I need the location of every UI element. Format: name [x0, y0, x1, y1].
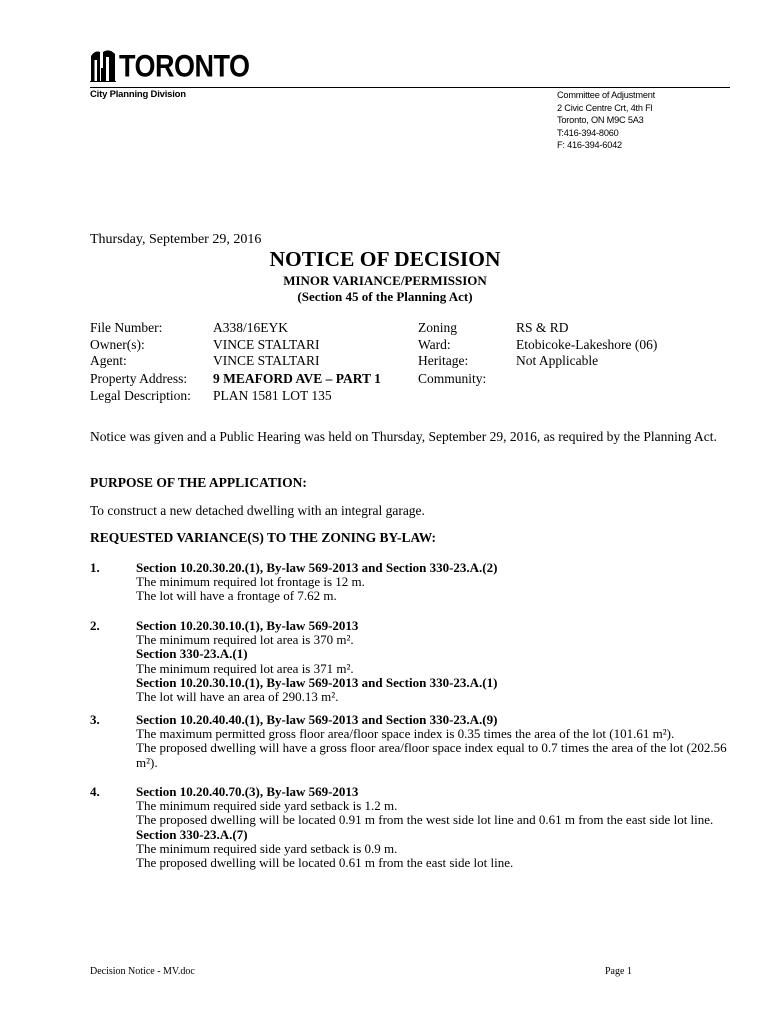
agent-label: Agent: — [90, 353, 127, 368]
variance-text: The maximum permitted gross floor area/floor space index is 0.35 times the area of the lot (101.61 m²). — [136, 726, 675, 742]
info-labels-right — [418, 320, 486, 388]
property-address-label: Property Address: — [90, 371, 188, 386]
variance-text: The minimum required side yard setback is 1.2 m. — [136, 798, 398, 814]
info-labels — [90, 320, 191, 404]
community-label: Community: — [418, 371, 487, 386]
logo-wordmark: TORONTO — [119, 48, 250, 84]
subtitle-line: (Section 45 of the Planning Act) — [297, 289, 473, 304]
header-rule — [90, 87, 730, 88]
variance-number: 3. — [90, 712, 100, 727]
variance-number: 1. — [90, 560, 100, 575]
variance-text: The minimum required side yard setback is 0.9 m. — [136, 840, 398, 856]
variance-number: 2. — [90, 618, 100, 633]
zoning-label: Zoning — [418, 320, 457, 335]
hearing-notice: Notice was given and a Public Hearing was held on Thursday, September 29, 2016, as required by the Planning Act. — [90, 429, 717, 444]
legal-description-label: Legal Description: — [90, 387, 191, 403]
variance-text: The minimum required lot area is 370 m². — [136, 632, 354, 648]
variance-section: Section 10.20.40.70.(3), By-law 569-2013 — [136, 784, 359, 799]
variance-section: Section 330-23.A.(1) — [136, 646, 248, 662]
variance-body — [136, 561, 730, 604]
page-subtitle — [0, 273, 770, 305]
variance-text: The proposed dwelling will have a gross floor area/floor space index equal to 0.7 times the area of the lot (202.56 m²). — [136, 740, 727, 770]
office-line: Committee of Adjustment — [557, 90, 656, 100]
office-fax: F: 416-394-6042 — [557, 140, 622, 151]
ward-label: Ward: — [418, 336, 451, 352]
variance-text: The lot will have a frontage of 7.62 m. — [136, 588, 337, 604]
property-address-value: 9 MEAFORD AVE – PART 1 — [213, 371, 381, 386]
file-number-value: A338/16EYK — [213, 320, 288, 335]
variance-section: Section 330-23.A.(7) — [136, 826, 248, 842]
office-phone: T:416-394-8060 — [557, 127, 619, 138]
variance-section: Section 10.20.30.10.(1), By-law 569-2013 — [136, 618, 359, 633]
office-address — [557, 89, 655, 152]
heritage-value: Not Applicable — [516, 353, 599, 368]
zoning-value: RS & RD — [516, 320, 569, 335]
variance-number: 4. — [90, 784, 100, 799]
variance-section: Section 10.20.40.40.(1), By-law 569-2013 and Section 330-23.A.(9) — [136, 712, 498, 727]
office-line: 2 Civic Centre Crt, 4th Fl — [557, 102, 653, 113]
variance-body — [136, 619, 730, 704]
file-number-label: File Number: — [90, 320, 163, 335]
toronto-logo — [90, 46, 250, 82]
agent-value: VINCE STALTARI — [213, 353, 320, 368]
variance-text: The proposed dwelling will be located 0.91 m from the west side lot line and 0.61 m from the east side lot line. — [136, 812, 714, 828]
subtitle-line: MINOR VARIANCE/PERMISSION — [283, 273, 487, 288]
page-number: Page 1 — [605, 966, 632, 977]
city-hall-icon — [90, 48, 116, 82]
variance-text: The minimum required lot frontage is 12 m. — [136, 574, 365, 590]
variance-body — [136, 713, 730, 770]
info-values — [213, 320, 381, 404]
page-title: NOTICE OF DECISION — [269, 247, 501, 271]
heritage-label: Heritage: — [418, 353, 469, 368]
variance-text: The lot will have an area of 290.13 m². — [136, 689, 339, 705]
footer-filename: Decision Notice - MV.doc — [90, 966, 195, 977]
variance-text: The minimum required lot area is 371 m². — [136, 660, 354, 676]
variance-text: The proposed dwelling will be located 0.61 m from the east side lot line. — [136, 855, 514, 871]
info-values-right — [516, 320, 657, 370]
ward-value: Etobicoke-Lakeshore (06) — [516, 336, 658, 352]
variance-section: Section 10.20.30.10.(1), By-law 569-2013 and Section 330-23.A.(1) — [136, 674, 498, 690]
purpose-heading: PURPOSE OF THE APPLICATION: — [90, 475, 307, 490]
division-name: City Planning Division — [90, 89, 186, 100]
legal-description-value: PLAN 1581 LOT 135 — [213, 387, 332, 403]
variance-section: Section 10.20.30.20.(1), By-law 569-2013 and Section 330-23.A.(2) — [136, 560, 498, 575]
hearing-date: Thursday, September 29, 2016 — [90, 232, 262, 247]
owner-label: Owner(s): — [90, 336, 145, 352]
variance-body — [136, 785, 730, 870]
purpose-text: To construct a new detached dwelling with an integral garage. — [90, 503, 425, 518]
owner-value: VINCE STALTARI — [213, 336, 320, 352]
variances-heading: REQUESTED VARIANCE(S) TO THE ZONING BY-LAW: — [90, 530, 436, 545]
office-line: Toronto, ON M9C 5A3 — [557, 115, 644, 126]
